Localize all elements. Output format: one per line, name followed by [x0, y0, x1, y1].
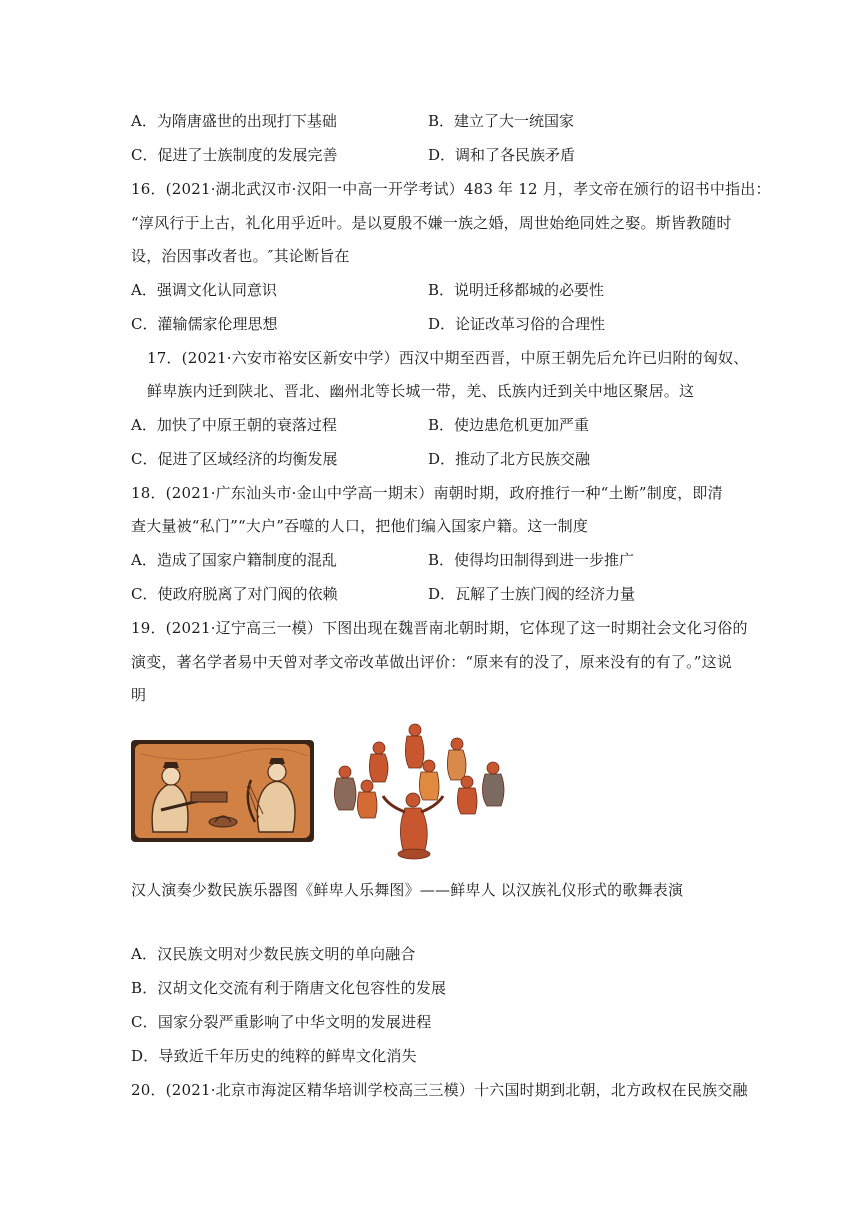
- q19-figure-caption: 汉人演奏少数民族乐器图《鲜卑人乐舞图》——鲜卑人 以汉族礼仪形式的歌舞表演: [131, 881, 684, 899]
- q18-options-row-2: [131, 583, 731, 605]
- q17-option-d[interactable]: D．推动了北方民族交融: [428, 450, 591, 468]
- figurines-drawing: [317, 718, 523, 866]
- q20-stem-line-1: 20．(2021·北京市海淀区精华培训学校高三三模）十六国时期到北朝，北方政权在民族交融: [131, 1081, 748, 1099]
- q19-option-a[interactable]: A．汉民族文明对少数民族文明的单向融合: [131, 945, 416, 963]
- q15-option-d[interactable]: D．调和了各民族矛盾: [428, 146, 576, 164]
- q17-option-b[interactable]: B．使边患危机更加严重: [428, 416, 590, 434]
- q18-options-row-1: [131, 549, 731, 571]
- q16-stem-line-1: 16．(2021·湖北武汉市·汉阳一中高一开学考试）483 年 12 月，孝文帝在颁行的诏书中指出：: [131, 180, 771, 198]
- q16-option-b[interactable]: B．说明迁移都城的必要性: [428, 281, 605, 299]
- q17-stem-line-1: 17．(2021·六安市裕安区新安中学）西汉中期至西晋，中原王朝先后允许已归附的匈奴、: [147, 349, 749, 367]
- q15-option-a[interactable]: A．为隋唐盛世的出现打下基础: [131, 112, 337, 130]
- q16-option-c[interactable]: C．灌输儒家伦理思想: [131, 315, 278, 333]
- q19-stem-line-1: 19．(2021·辽宁高三一模）下图出现在魏晋南北朝时期，它体现了这一时期社会文化习俗的: [131, 619, 748, 637]
- q16-options-row-2: [131, 313, 731, 335]
- q19-stem-line-2: 演变，著名学者易中天曾对孝文帝改革做出评价：“原来有的没了，原来没有的有了。”这说: [131, 653, 733, 671]
- q16-stem-line-3: 设，治因事改者也。″其论断旨在: [131, 247, 350, 265]
- q18-stem-line-1: 18．(2021·广东汕头市·金山中学高一期末）南朝时期，政府推行一种“土断”制度，即清: [131, 484, 723, 502]
- q17-option-c[interactable]: C．促进了区域经济的均衡发展: [131, 450, 338, 468]
- mural-drawing: [131, 740, 314, 842]
- q15-option-b[interactable]: B．建立了大一统国家: [428, 112, 575, 130]
- q17-options-row-2: [131, 448, 731, 470]
- q18-stem-line-2: 查大量被“私门”“大户”吞噬的人口，把他们编入国家户籍。这一制度: [131, 517, 589, 535]
- q16-stem-line-2: “淳风行于上古，礼化用乎近叶。是以夏殷不嫌一族之婚，周世始绝同姓之娶。斯皆教随时: [131, 214, 732, 232]
- q17-options-row-1: [131, 414, 731, 436]
- q19-option-d[interactable]: D．导致近千年历史的纯粹的鲜卑文化消失: [131, 1047, 417, 1065]
- xianbei-dancer-figurines-image: [317, 718, 523, 866]
- q19-stem-line-3: 明: [131, 686, 147, 704]
- q19-option-b[interactable]: B．汉胡文化交流有利于隋唐文化包容性的发展: [131, 979, 447, 997]
- q16-options-row-1: [131, 279, 731, 301]
- q19-figure: [131, 718, 523, 866]
- q18-option-d[interactable]: D．瓦解了士族门阀的经济力量: [428, 585, 636, 603]
- q17-stem-line-2: 鲜卑族内迁到陕北、晋北、幽州北等长城一带，羌、氐族内迁到关中地区聚居。这: [147, 382, 695, 400]
- q19-option-c[interactable]: C．国家分裂严重影响了中华文明的发展进程: [131, 1013, 432, 1031]
- q18-option-c[interactable]: C．使政府脱离了对门阀的依赖: [131, 585, 338, 603]
- q16-option-d[interactable]: D．论证改革习俗的合理性: [428, 315, 606, 333]
- q17-option-a[interactable]: A．加快了中原王朝的衰落过程: [131, 416, 337, 434]
- q18-option-b[interactable]: B．使得均田制得到进一步推广: [428, 551, 635, 569]
- han-musician-mural-image: [131, 740, 314, 842]
- q15-option-c[interactable]: C．促进了士族制度的发展完善: [131, 146, 338, 164]
- q16-option-a[interactable]: A．强调文化认同意识: [131, 281, 277, 299]
- q15-options-row-2: [131, 144, 731, 166]
- q18-option-a[interactable]: A．造成了国家户籍制度的混乱: [131, 551, 337, 569]
- q15-options-row-1: [131, 110, 731, 132]
